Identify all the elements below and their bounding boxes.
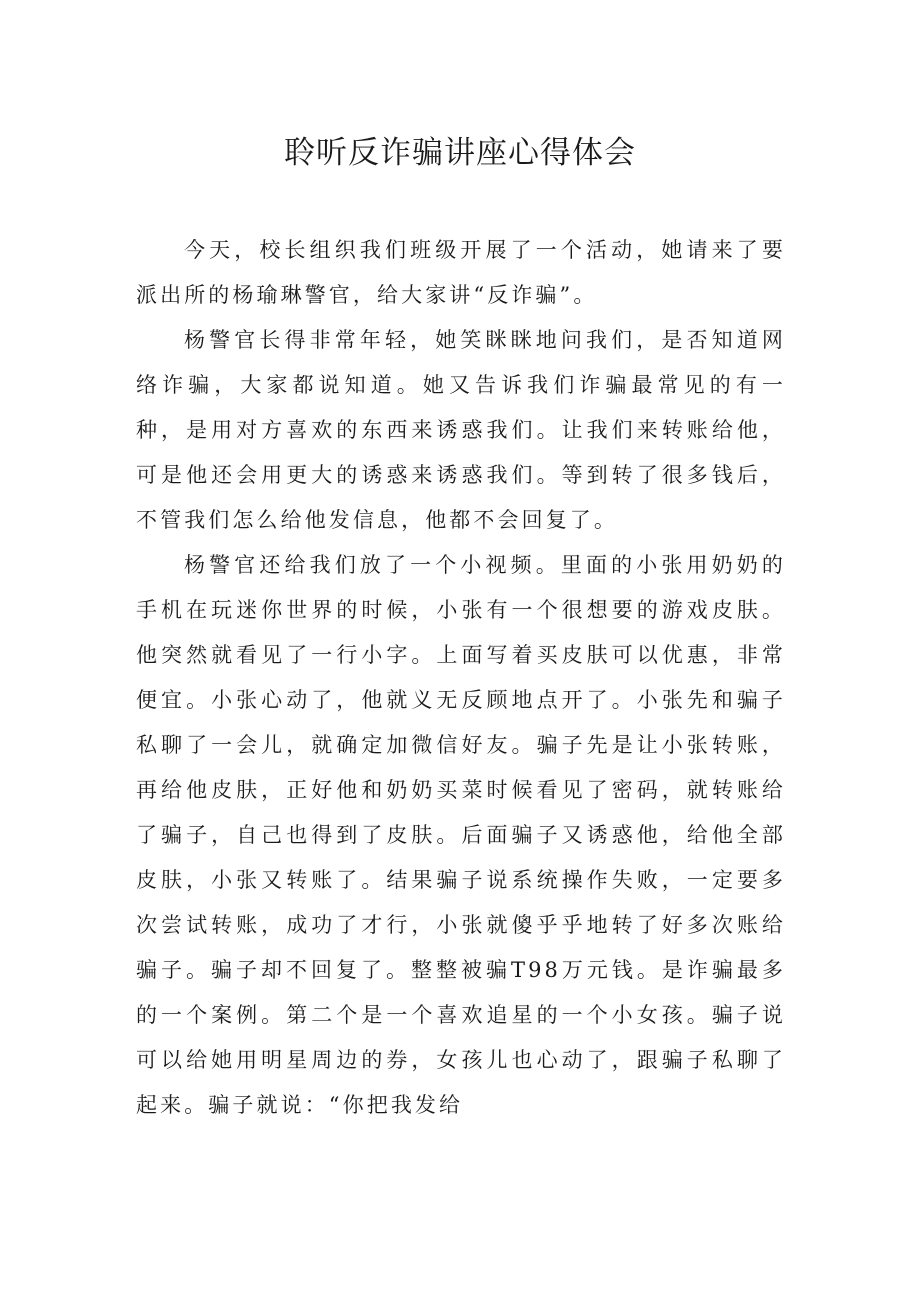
document-body (136, 228, 786, 1128)
paragraph-1: 今天，校长组织我们班级开展了一个活动，她请来了要派出所的杨瑜琳警官，给大家讲“反诈骗”。 (136, 238, 786, 307)
paragraph-3: 杨警官还给我们放了一个小视频。里面的小张用奶奶的手机在玩迷你世界的时候，小张有一个很想要的游戏皮肤。他突然就看见了一行小字。上面写着买皮肤可以优惠，非常便宜。小张心动了，他就义无反顾地点开了。小张先和骗子私聊了一会儿，就确定加微信好友。骗子先是让小张转账，再给他皮肤，正好他和奶奶买菜时候看见了密码，就转账给了骗子，自己也得到了皮肤。后面骗子又诱惑他，给他全部皮肤，小张又转账了。结果骗子说系统操作失败，一定要多次尝试转账，成功了才行，小张就傻乎乎地转了好多次账给骗子。骗子却不回复了。整整被骗T98万元钱。是诈骗最多的一个案例。第二个是一个喜欢追星的一个小女孩。骗子说可以给她用明星周边的券，女孩儿也心动了，跟骗子私聊了起来。骗子就说：“你把我发给 (136, 553, 786, 1117)
paragraph-2: 杨警官长得非常年轻，她笑眯眯地问我们，是否知道网络诈骗，大家都说知道。她又告诉我们诈骗最常见的有一种，是用对方喜欢的东西来诱惑我们。让我们来转账给他，可是他还会用更大的诱惑来诱惑我们。等到转了很多钱后，不管我们怎么给他发信息，他都不会回复了。 (136, 328, 786, 532)
document-title: 聆听反诈骗讲座心得体会 (284, 135, 636, 171)
